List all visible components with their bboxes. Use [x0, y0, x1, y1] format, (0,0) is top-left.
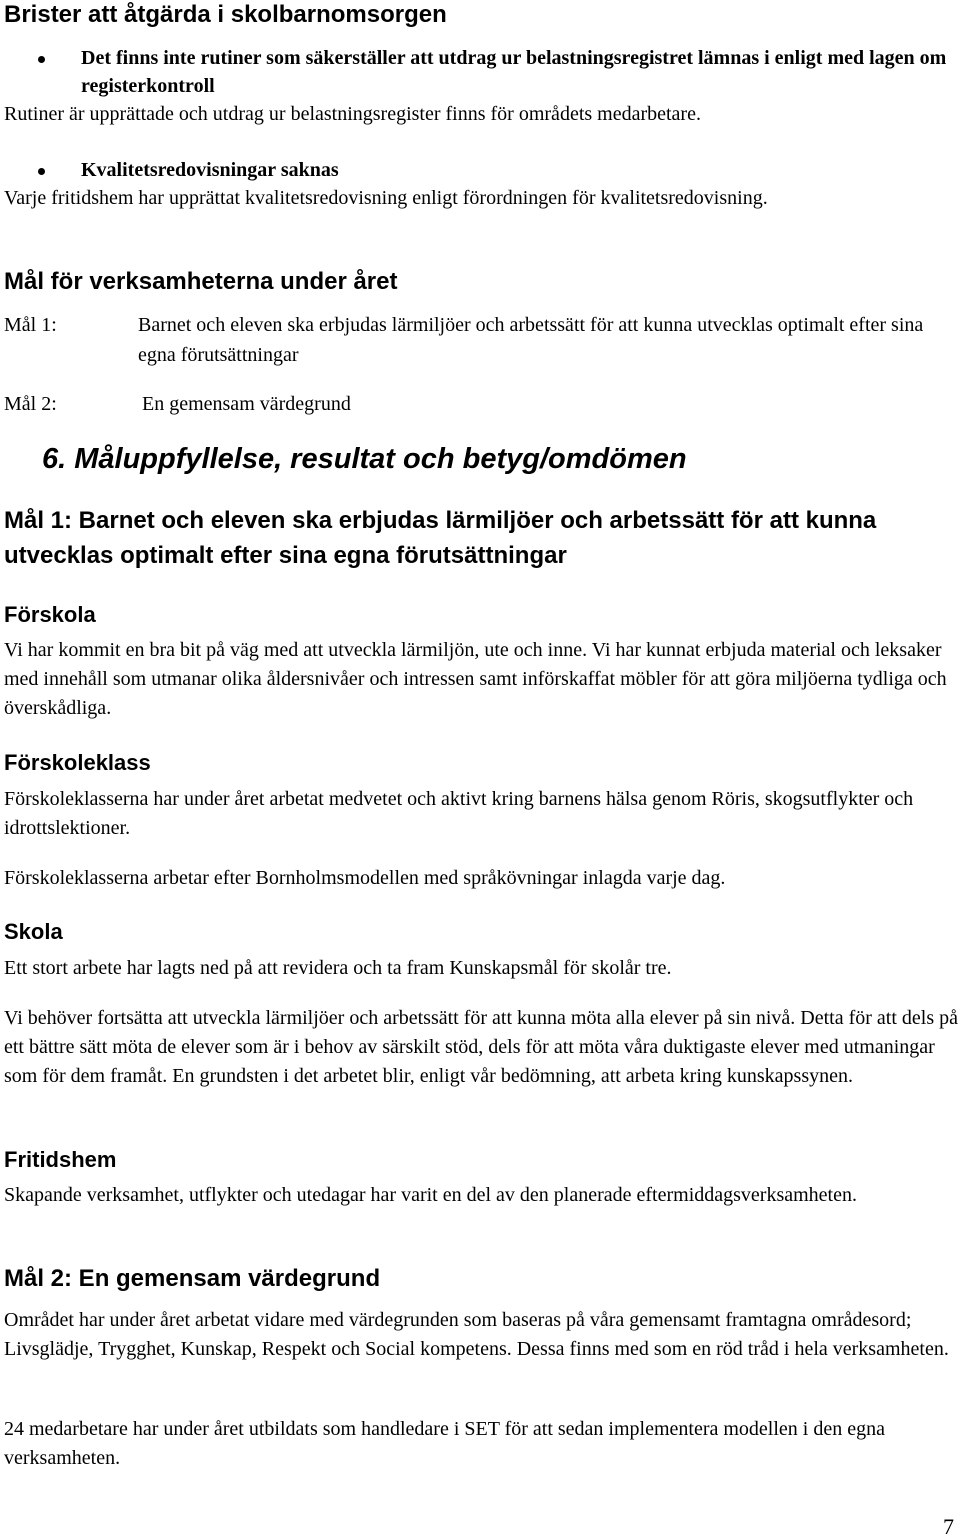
paragraph-forskoleklass-2: Förskoleklasserna arbetar efter Bornholmsmodellen med språkövningar inlagda varje dag.	[4, 867, 726, 889]
heading-section-6: 6. Måluppfyllelse, resultat och betyg/omdömen	[42, 443, 687, 475]
heading-mal-2: Mål 2: En gemensam värdegrund	[4, 1265, 381, 1292]
heading-brister: Brister att åtgärda i skolbarnomsorgen	[4, 1, 447, 28]
heading-forskoleklass: Förskoleklass	[4, 750, 151, 775]
goal-label: Mål 1:	[4, 314, 57, 336]
paragraph-forskola: Vi har kommit en bra bit på väg med att utveckla lärmiljön, ute och inne. Vi har kunnat erbjuda material och leksaker med innehåll som utmanar olika åldersnivåer och intressen samt införskaffat möbler för att göra miljöerna tydliga och överskådliga.	[4, 639, 947, 719]
heading-mal-for-verksamheterna: Mål för verksamheterna under året	[4, 268, 398, 295]
paragraph-skola-1: Ett stort arbete har lagts ned på att revidera och ta fram Kunskapsmål för skolår tre.	[4, 957, 672, 979]
heading-forskola: Förskola	[4, 602, 96, 627]
heading-mal-1: Mål 1: Barnet och eleven ska erbjudas lärmiljöer och arbetssätt för att kunna utvecklas optimalt efter sina egna förutsättningar	[4, 507, 877, 569]
paragraph-mal-2-1: Området har under året arbetat vidare med värdegrunden som baseras på våra gemensamt framtagna områdesord; Livsglädje, Trygghet, Kunskap, Respekt och Social kompetens. Dessa finns med som en röd tråd i hela verksamheten.	[4, 1309, 949, 1360]
heading-fritidshem: Fritidshem	[4, 1147, 117, 1172]
heading-skola: Skola	[4, 919, 63, 944]
paragraph-fritidshem: Skapande verksamhet, utflykter och utedagar har varit en del av den planerade eftermiddagsverksamheten.	[4, 1184, 857, 1206]
paragraph-mal-2-2: 24 medarbetare har under året utbildats som handledare i SET för att sedan implementera modellen i den egna verksamheten.	[4, 1418, 885, 1469]
bullet-dot-icon	[38, 168, 45, 175]
paragraph-forskoleklass-1: Förskoleklasserna har under året arbetat medvetet och aktivt kring barnens hälsa genom Röris, skogsutflykter och idrottslektioner.	[4, 788, 914, 839]
goal-text: Barnet och eleven ska erbjudas lärmiljöer och arbetssätt för att kunna utvecklas optimalt efter sina egna förutsättningar	[138, 314, 924, 366]
bullet-text: Det finns inte rutiner som säkerställer att utdrag ur belastningsregistret lämnas i enligt med lagen om registerkontroll	[81, 47, 947, 97]
goal-text: En gemensam värdegrund	[142, 393, 351, 415]
goal-label: Mål 2:	[4, 393, 57, 415]
bullet-text: Kvalitetsredovisningar saknas	[81, 159, 339, 181]
paragraph-varje-fritidshem: Varje fritidshem har upprättat kvalitetsredovisning enligt förordningen för kvalitetsredovisning.	[4, 187, 768, 209]
paragraph-skola-2: Vi behöver fortsätta att utveckla lärmiljöer och arbetssätt för att kunna möta alla elever på sin nivå. Detta för att dels på ett bättre sätt möta de elever som är i behov av särskilt stöd, dels för att möta våra duktigaste elever med utmaningar som för dem framåt. En grundsten i det arbetet blir, enligt vår bedömning, att arbeta kring kunskapssynen.	[4, 1007, 958, 1087]
paragraph-rutiner: Rutiner är upprättade och utdrag ur belastningsregister finns för områdets medarbetare.	[4, 103, 701, 125]
page-number: 7	[943, 1514, 954, 1539]
bullet-dot-icon	[38, 56, 45, 63]
